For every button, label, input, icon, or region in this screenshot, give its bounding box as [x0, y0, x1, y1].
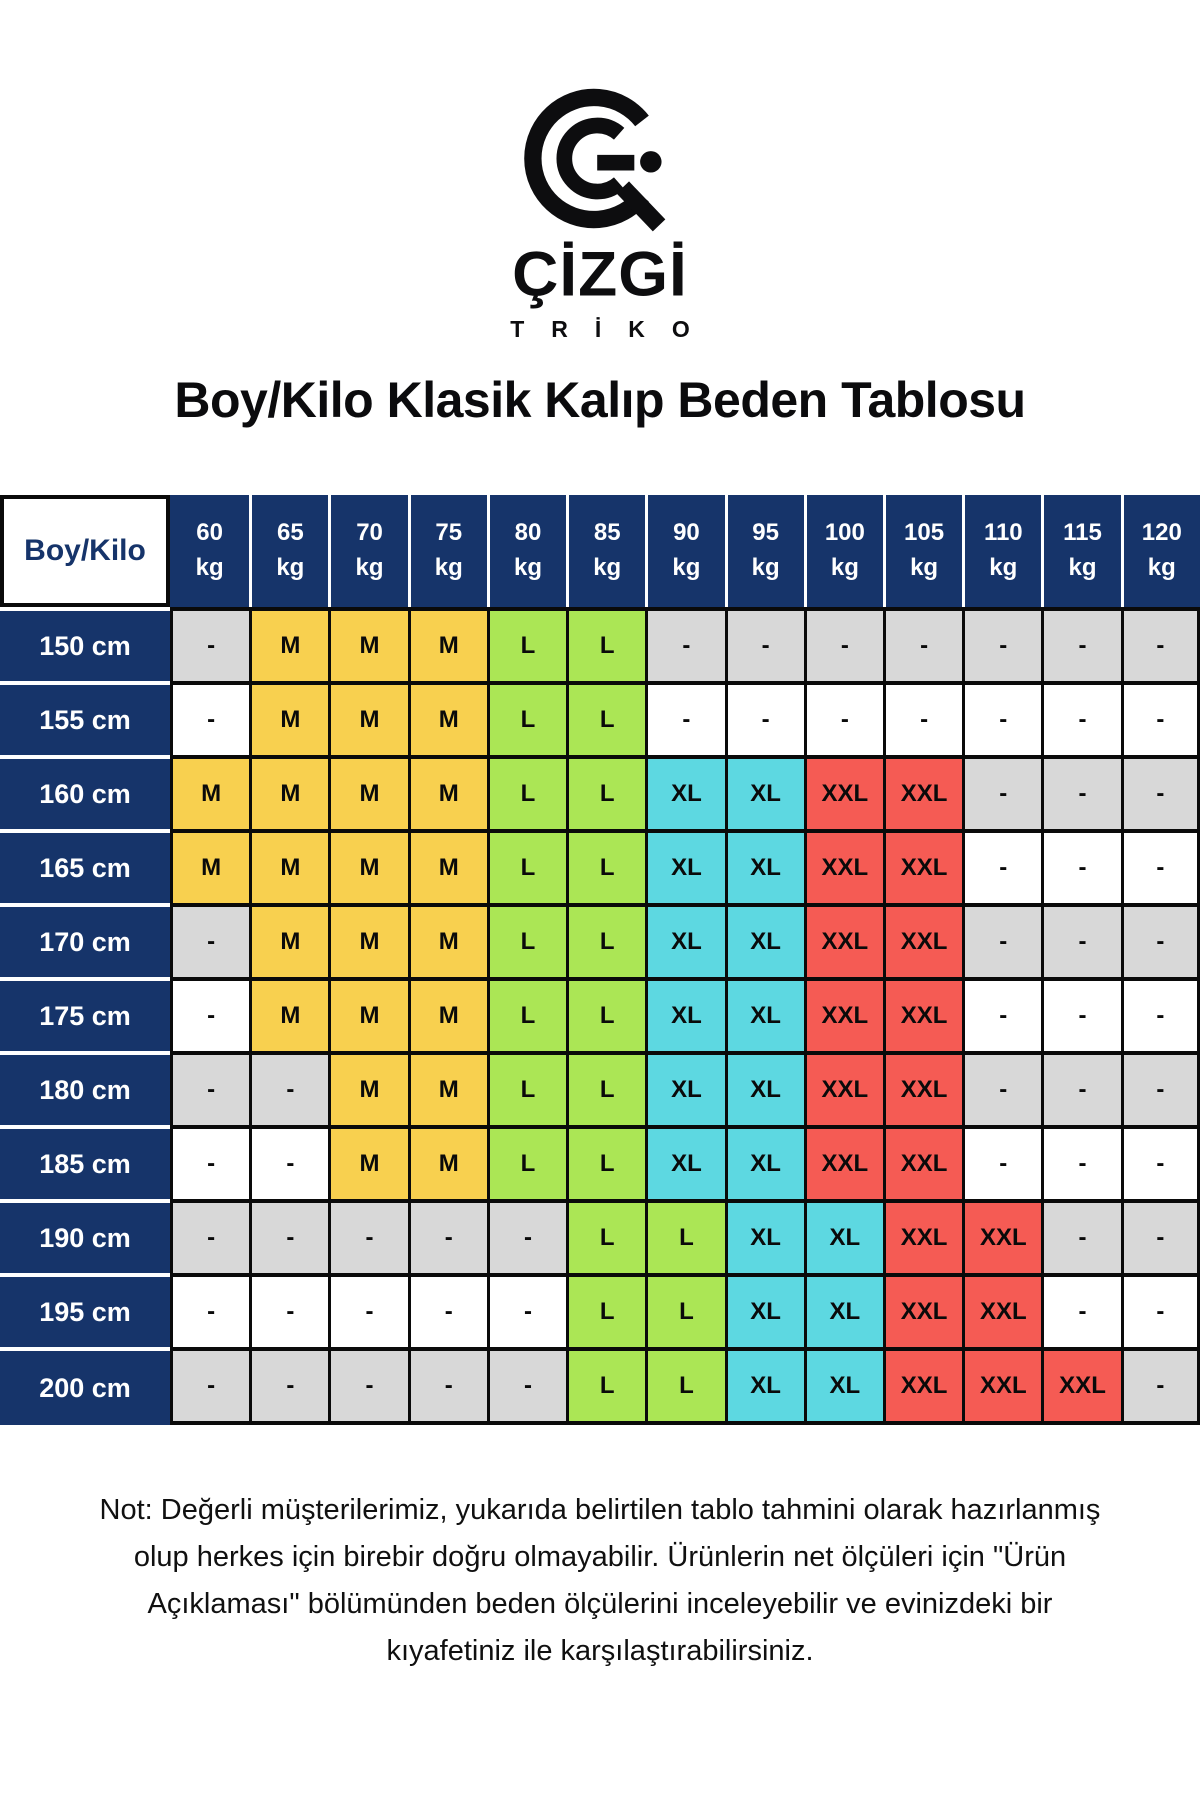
size-cell: - — [1041, 829, 1120, 903]
size-cell: XXL — [883, 903, 962, 977]
size-cell: M — [249, 829, 328, 903]
weight-header: 110 kg — [962, 495, 1041, 607]
height-row-header: 195 cm — [0, 1273, 170, 1347]
size-cell: - — [328, 1199, 407, 1273]
size-cell: L — [566, 1199, 645, 1273]
size-cell: - — [249, 1347, 328, 1425]
size-cell: - — [883, 681, 962, 755]
size-cell: XL — [645, 1051, 724, 1125]
table-row — [0, 1273, 1200, 1347]
size-cell: - — [328, 1347, 407, 1425]
size-cell: - — [962, 903, 1041, 977]
size-cell: M — [408, 1125, 487, 1199]
size-cell: L — [487, 903, 566, 977]
table-row — [0, 1051, 1200, 1125]
size-cell: M — [249, 977, 328, 1051]
weight-header: 80 kg — [487, 495, 566, 607]
size-cell: - — [170, 681, 249, 755]
size-cell: XXL — [883, 977, 962, 1051]
size-cell: - — [1121, 1199, 1200, 1273]
height-row-header: 180 cm — [0, 1051, 170, 1125]
corner-cell: Boy/Kilo — [0, 495, 170, 607]
weight-header: 95 kg — [725, 495, 804, 607]
brand-name: ÇİZGİ — [512, 238, 688, 310]
note-text: Not: Değerli müşterilerimiz, yukarıda belirtilen tablo tahmini olarak hazırlanmış olup herkes için birebir doğru olmayabilir. Ürünlerin net ölçüleri için "Ürün Açıklaması" bölümünden beden ölçülerini inceleyebilir ve evinizdeki bir kıyafetiniz ile karşılaştırabilirsiniz. — [99, 1494, 1101, 1667]
size-cell: XL — [725, 1347, 804, 1425]
size-cell: - — [170, 607, 249, 681]
size-cell: XL — [804, 1347, 883, 1425]
size-cell: XL — [725, 903, 804, 977]
size-cell: - — [1121, 903, 1200, 977]
size-cell: L — [487, 1125, 566, 1199]
height-row-header: 175 cm — [0, 977, 170, 1051]
size-cell: M — [408, 681, 487, 755]
size-cell: M — [408, 1051, 487, 1125]
size-cell: L — [487, 1051, 566, 1125]
size-cell: - — [804, 681, 883, 755]
size-cell: - — [1121, 977, 1200, 1051]
height-row-header: 200 cm — [0, 1347, 170, 1425]
size-cell: - — [408, 1347, 487, 1425]
table-row — [0, 903, 1200, 977]
table-row — [0, 977, 1200, 1051]
size-cell: L — [566, 607, 645, 681]
size-cell: XXL — [962, 1199, 1041, 1273]
brand-subtitle: TRİKO — [510, 316, 717, 342]
brand-logo — [0, 0, 1200, 341]
size-cell: XL — [804, 1199, 883, 1273]
size-cell: L — [566, 1051, 645, 1125]
size-cell: - — [1041, 1199, 1120, 1273]
size-cell: XXL — [804, 903, 883, 977]
table-row — [0, 755, 1200, 829]
size-cell: L — [566, 1347, 645, 1425]
weight-header: 115 kg — [1041, 495, 1120, 607]
size-cell: - — [1041, 903, 1120, 977]
size-cell: L — [645, 1273, 724, 1347]
size-cell: - — [883, 607, 962, 681]
cizgi-g-mark-icon — [0, 82, 1200, 240]
size-cell: - — [249, 1125, 328, 1199]
size-cell: L — [487, 977, 566, 1051]
weight-header: 65 kg — [249, 495, 328, 607]
size-cell: XXL — [883, 1273, 962, 1347]
size-cell: XL — [725, 1199, 804, 1273]
size-cell: XL — [645, 755, 724, 829]
size-cell: M — [328, 607, 407, 681]
table-row — [0, 1347, 1200, 1425]
size-cell: M — [249, 681, 328, 755]
size-cell: L — [566, 903, 645, 977]
size-cell: - — [962, 755, 1041, 829]
size-cell: L — [566, 1125, 645, 1199]
size-cell: - — [725, 681, 804, 755]
table-body — [0, 607, 1200, 1425]
size-cell: L — [487, 681, 566, 755]
size-cell: XL — [645, 977, 724, 1051]
height-row-header: 185 cm — [0, 1125, 170, 1199]
size-cell: M — [170, 829, 249, 903]
size-chart-table — [0, 495, 1200, 1425]
table-row — [0, 1199, 1200, 1273]
size-cell: XXL — [883, 755, 962, 829]
size-cell: L — [645, 1347, 724, 1425]
size-cell: M — [249, 903, 328, 977]
size-cell: XXL — [962, 1273, 1041, 1347]
size-cell: - — [170, 977, 249, 1051]
size-cell: - — [1121, 829, 1200, 903]
size-cell: - — [645, 607, 724, 681]
table-row — [0, 607, 1200, 681]
table-row — [0, 829, 1200, 903]
size-cell: XXL — [804, 977, 883, 1051]
size-cell: - — [1121, 607, 1200, 681]
size-cell: XXL — [1041, 1347, 1120, 1425]
weight-header: 105 kg — [883, 495, 962, 607]
size-cell: M — [408, 755, 487, 829]
size-cell: M — [328, 1125, 407, 1199]
table-row — [0, 1125, 1200, 1199]
size-cell: L — [487, 755, 566, 829]
size-cell: - — [249, 1051, 328, 1125]
size-cell: M — [408, 903, 487, 977]
size-cell: XXL — [883, 1199, 962, 1273]
size-cell: M — [408, 829, 487, 903]
table-row — [0, 681, 1200, 755]
size-cell: XXL — [804, 755, 883, 829]
size-cell: L — [566, 755, 645, 829]
size-cell: XL — [725, 1273, 804, 1347]
size-cell: M — [328, 903, 407, 977]
size-cell: - — [170, 1347, 249, 1425]
size-cell: XL — [645, 1125, 724, 1199]
size-cell: - — [487, 1273, 566, 1347]
size-cell: XXL — [883, 1125, 962, 1199]
weight-header: 75 kg — [408, 495, 487, 607]
weight-header: 60 kg — [170, 495, 249, 607]
size-cell: - — [1121, 1125, 1200, 1199]
size-cell: M — [328, 681, 407, 755]
size-cell: - — [170, 1273, 249, 1347]
size-cell: XXL — [883, 1051, 962, 1125]
height-row-header: 170 cm — [0, 903, 170, 977]
size-cell: - — [408, 1273, 487, 1347]
size-cell: - — [725, 607, 804, 681]
size-cell: - — [328, 1273, 407, 1347]
size-cell: - — [962, 1051, 1041, 1125]
size-cell: M — [328, 1051, 407, 1125]
size-cell: M — [249, 755, 328, 829]
size-cell: M — [328, 755, 407, 829]
height-row-header: 155 cm — [0, 681, 170, 755]
size-cell: - — [962, 607, 1041, 681]
size-cell: - — [1121, 681, 1200, 755]
size-cell: - — [1041, 607, 1120, 681]
table-header-row — [0, 495, 1200, 607]
weight-header: 90 kg — [645, 495, 724, 607]
size-cell: - — [1041, 681, 1120, 755]
page-title: Boy/Kilo Klasik Kalıp Beden Tablosu — [174, 372, 1026, 428]
height-row-header: 190 cm — [0, 1199, 170, 1273]
size-cell: XL — [725, 977, 804, 1051]
size-cell: XXL — [962, 1347, 1041, 1425]
size-cell: L — [487, 607, 566, 681]
size-cell: L — [645, 1199, 724, 1273]
size-cell: XL — [725, 755, 804, 829]
size-cell: - — [962, 977, 1041, 1051]
size-cell: M — [170, 755, 249, 829]
size-cell: - — [170, 1199, 249, 1273]
size-cell: - — [170, 1051, 249, 1125]
size-cell: - — [1121, 1273, 1200, 1347]
size-cell: - — [249, 1199, 328, 1273]
size-cell: XL — [725, 1125, 804, 1199]
size-cell: XXL — [883, 829, 962, 903]
size-cell: XL — [804, 1273, 883, 1347]
size-cell: - — [249, 1273, 328, 1347]
size-cell: - — [1041, 755, 1120, 829]
height-row-header: 165 cm — [0, 829, 170, 903]
size-cell: XXL — [804, 1051, 883, 1125]
size-cell: - — [170, 903, 249, 977]
size-cell: M — [408, 977, 487, 1051]
size-cell: L — [566, 681, 645, 755]
size-cell: - — [1121, 755, 1200, 829]
size-cell: M — [408, 607, 487, 681]
size-cell: - — [1121, 1347, 1200, 1425]
size-cell: - — [487, 1199, 566, 1273]
size-cell: - — [962, 829, 1041, 903]
weight-header: 85 kg — [566, 495, 645, 607]
size-cell: - — [170, 1125, 249, 1199]
size-cell: - — [804, 607, 883, 681]
weight-header: 120 kg — [1121, 495, 1200, 607]
size-cell: - — [1041, 1273, 1120, 1347]
size-cell: - — [408, 1199, 487, 1273]
size-cell: - — [962, 1125, 1041, 1199]
size-cell: XXL — [804, 829, 883, 903]
height-row-header: 150 cm — [0, 607, 170, 681]
size-cell: L — [487, 829, 566, 903]
size-cell: - — [1041, 977, 1120, 1051]
size-cell: XL — [645, 829, 724, 903]
size-cell: - — [1041, 1125, 1120, 1199]
size-cell: M — [328, 829, 407, 903]
size-cell: XXL — [804, 1125, 883, 1199]
size-cell: - — [487, 1347, 566, 1425]
size-cell: - — [1041, 1051, 1120, 1125]
size-cell: M — [249, 607, 328, 681]
size-cell: L — [566, 829, 645, 903]
size-cell: - — [1121, 1051, 1200, 1125]
size-cell: L — [566, 1273, 645, 1347]
height-row-header: 160 cm — [0, 755, 170, 829]
size-cell: XXL — [883, 1347, 962, 1425]
weight-header: 100 kg — [804, 495, 883, 607]
size-cell: - — [645, 681, 724, 755]
size-cell: XL — [725, 1051, 804, 1125]
size-cell: - — [962, 681, 1041, 755]
size-cell: XL — [725, 829, 804, 903]
size-cell: XL — [645, 903, 724, 977]
size-cell: M — [328, 977, 407, 1051]
weight-header: 70 kg — [328, 495, 407, 607]
size-cell: L — [566, 977, 645, 1051]
